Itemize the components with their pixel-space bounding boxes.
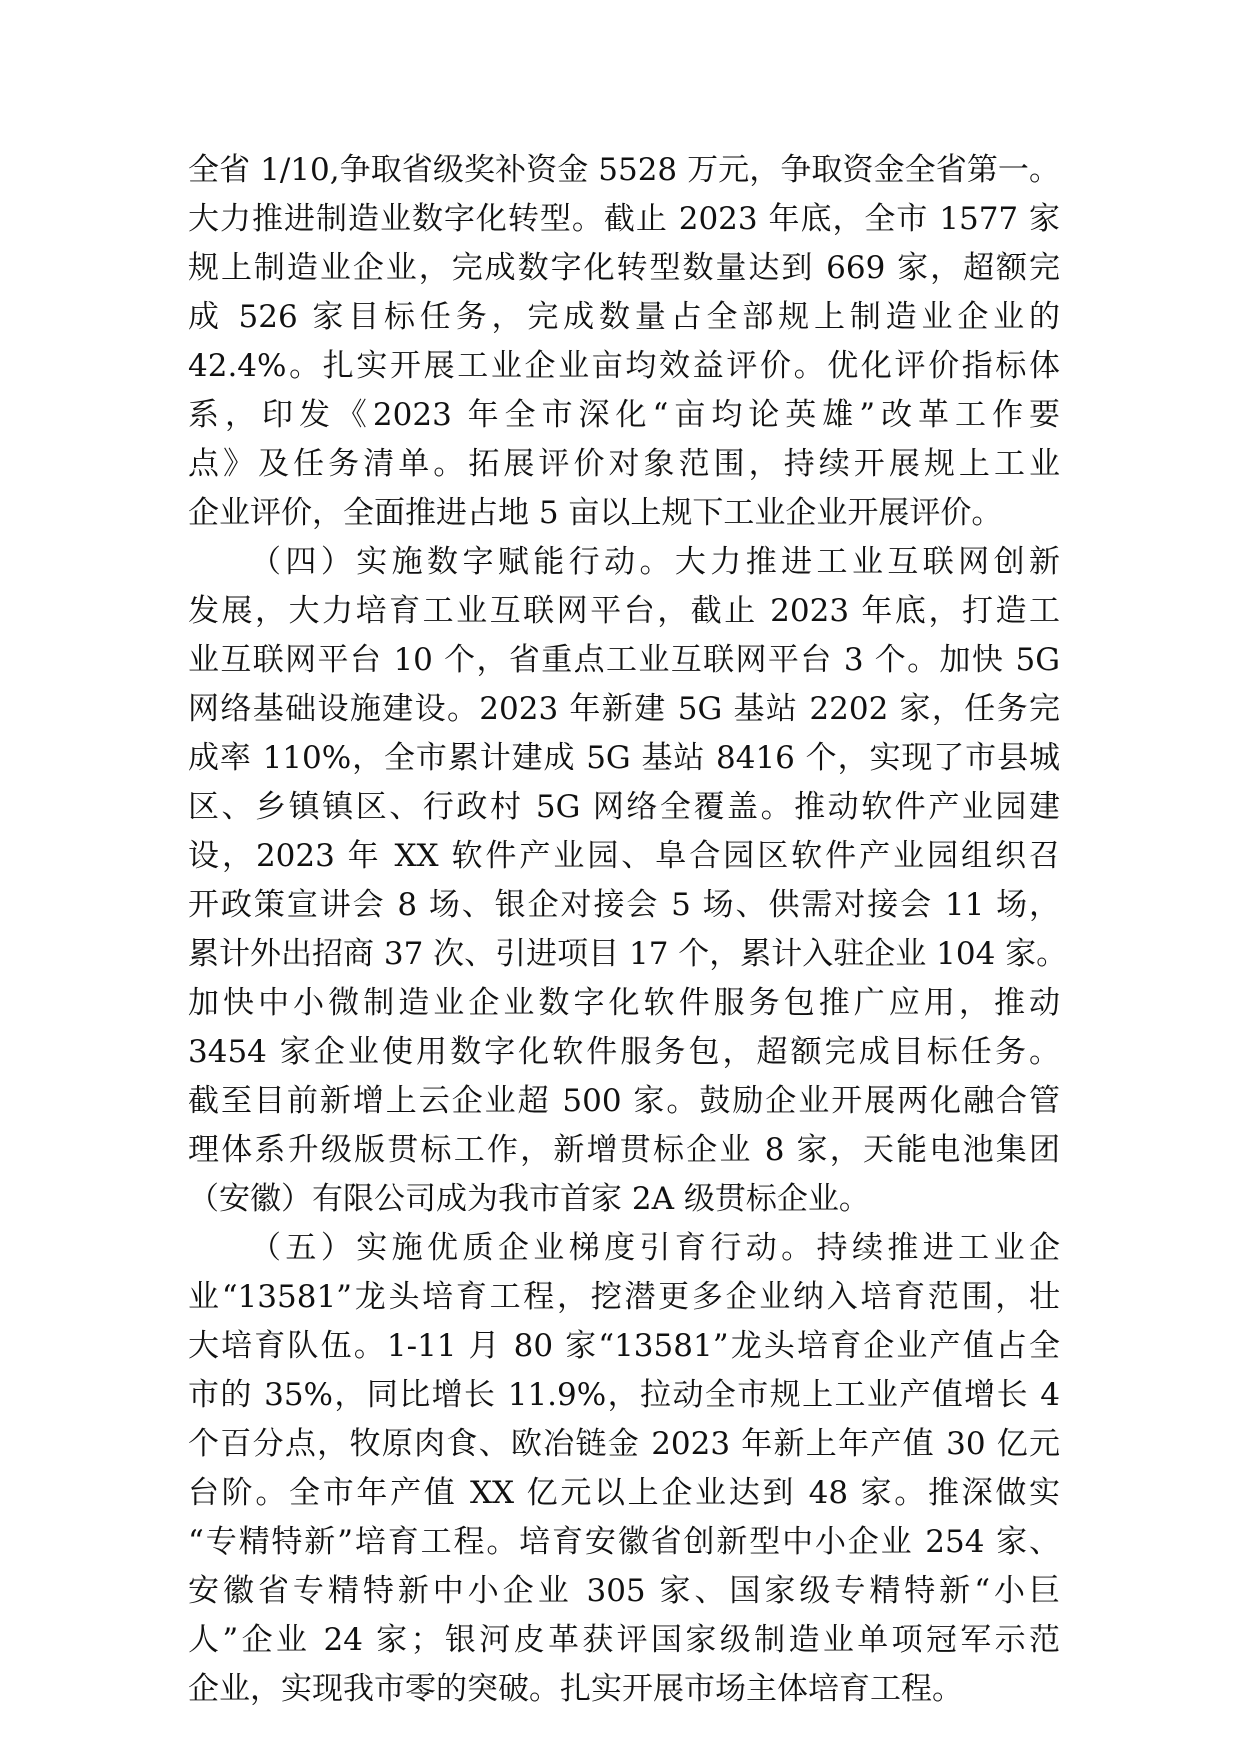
text-line: 企业，实现我市零的突破。扎实开展市场主体培育工程。 bbox=[188, 1671, 963, 1707]
text-line: 业互联网平台 10 个，省重点工业互联网平台 3 个。加快 5G bbox=[188, 642, 1060, 678]
text-line: 台阶。全市年产值 XX 亿元以上企业达到 48 家。推深做实 bbox=[188, 1475, 1060, 1511]
text-line: 市的 35%，同比增长 11.9%，拉动全市规上工业产值增长 4 bbox=[188, 1377, 1060, 1413]
section-heading-line: （四）实施数字赋能行动。大力推进工业互联网创新 bbox=[250, 544, 1060, 580]
text-line: 开政策宣讲会 8 场、银企对接会 5 场、供需对接会 11 场， bbox=[188, 887, 1060, 923]
text-line: 网络基础设施建设。2023 年新建 5G 基站 2202 家，任务完 bbox=[188, 691, 1060, 727]
text-line: 加快中小微制造业企业数字化软件服务包推广应用，推动 bbox=[188, 985, 1060, 1021]
text-line: 理体系升级版贯标工作，新增贯标企业 8 家，天能电池集团 bbox=[188, 1132, 1060, 1168]
text-line: 成 526 家目标任务，完成数量占全部规上制造业企业的 bbox=[188, 299, 1060, 335]
text-line: 业“13581”龙头培育工程，挖潜更多企业纳入培育范围，壮 bbox=[188, 1279, 1060, 1315]
text-line: 设，2023 年 XX 软件产业园、阜合园区软件产业园组织召 bbox=[188, 838, 1060, 874]
text-line: 累计外出招商 37 次、引进项目 17 个，累计入驻企业 104 家。 bbox=[188, 936, 1068, 972]
text-line: 大培育队伍。1-11 月 80 家“13581”龙头培育企业产值占全 bbox=[188, 1328, 1060, 1364]
text-line: 个百分点，牧原肉食、欧冶链金 2023 年新上年产值 30 亿元 bbox=[188, 1426, 1060, 1462]
text-line: 系，印发《2023 年全市深化“亩均论英雄”改革工作要 bbox=[188, 397, 1060, 433]
section-heading-line: （五）实施优质企业梯度引育行动。持续推进工业企 bbox=[250, 1230, 1060, 1266]
text-line: 截至目前新增上云企业超 500 家。鼓励企业开展两化融合管 bbox=[188, 1083, 1060, 1119]
text-line: 发展，大力培育工业互联网平台，截止 2023 年底，打造工 bbox=[188, 593, 1060, 629]
text-line: 区、乡镇镇区、行政村 5G 网络全覆盖。推动软件产业园建 bbox=[188, 789, 1060, 825]
text-line: 人”企业 24 家；银河皮革获评国家级制造业单项冠军示范 bbox=[188, 1622, 1060, 1658]
text-line: （安徽）有限公司成为我市首家 2A 级贯标企业。 bbox=[188, 1181, 870, 1217]
text-line: 点》及任务清单。拓展评价对象范围，持续开展规上工业 bbox=[188, 446, 1060, 482]
text-line: 全省 1/10,争取省级奖补资金 5528 万元，争取资金全省第一。 bbox=[188, 152, 1060, 188]
text-line: 成率 110%，全市累计建成 5G 基站 8416 个，实现了市县城 bbox=[188, 740, 1060, 776]
text-line: 大力推进制造业数字化转型。截止 2023 年底，全市 1577 家 bbox=[188, 201, 1060, 237]
text-line: 企业评价，全面推进占地 5 亩以上规下工业企业开展评价。 bbox=[188, 495, 1003, 531]
text-line: 42.4%。扎实开展工业企业亩均效益评价。优化评价指标体 bbox=[188, 348, 1060, 384]
text-line: 规上制造业企业，完成数字化转型数量达到 669 家，超额完 bbox=[188, 250, 1060, 286]
text-line: 安徽省专精特新中小企业 305 家、国家级专精特新“小巨 bbox=[188, 1573, 1060, 1609]
text-line: 3454 家企业使用数字化软件服务包，超额完成目标任务。 bbox=[188, 1034, 1060, 1070]
text-line: “专精特新”培育工程。培育安徽省创新型中小企业 254 家、 bbox=[188, 1524, 1060, 1560]
body-text bbox=[188, 146, 1068, 1714]
